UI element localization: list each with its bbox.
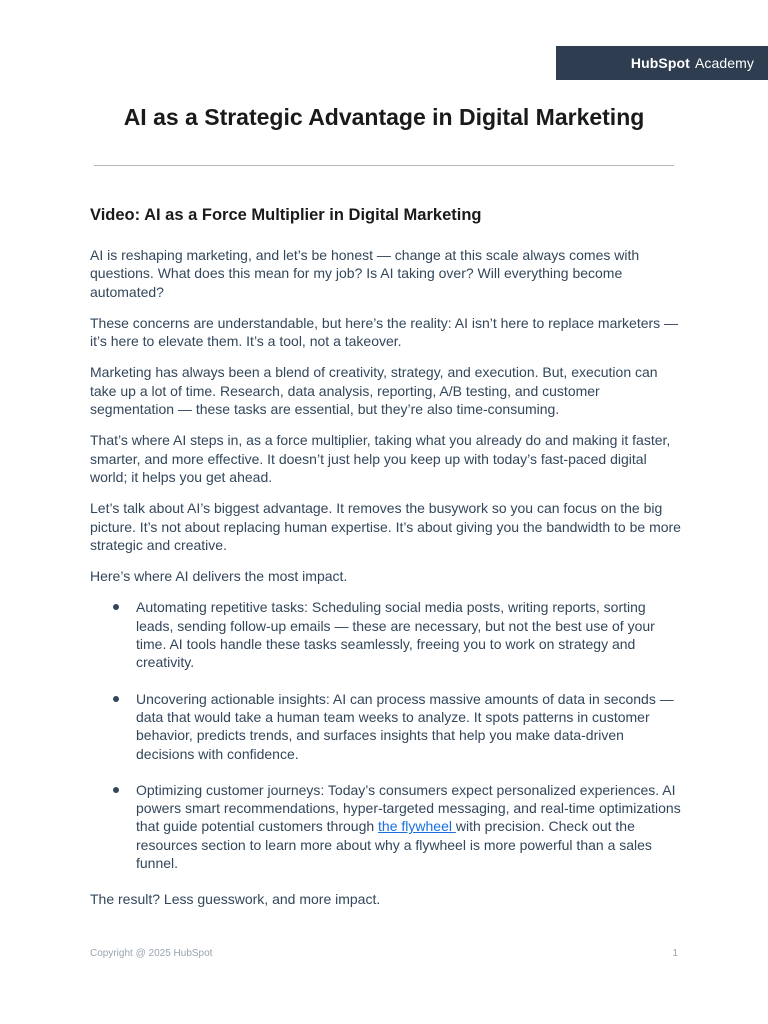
- hubspot-logo: HubSpot: [630, 55, 690, 71]
- title-divider: [94, 165, 674, 166]
- bullet-list: [90, 598, 682, 872]
- document-body: [90, 204, 682, 922]
- paragraph: These concerns are understandable, but here’s the reality: AI isn’t here to replace marketers — it’s here to elevate them. It’s a tool, not a takeover.: [90, 314, 679, 350]
- paragraph: That’s where AI steps in, as a force multiplier, taking what you already do and making it faster, smarter, and more effective. It doesn’t just help you keep up with today’s fast-paced digital world; it helps you get ahead.: [90, 432, 671, 485]
- list-item-text: Automating repetitive tasks: Scheduling social media posts, writing reports, sorting leads, sending follow-up emails — these are necessary, but not the best use of your time. AI tools handle these tasks seamlessly, freeing you to work on strategy and creativity.: [136, 599, 655, 671]
- closing-paragraph: The result? Less guesswork, and more impact.: [90, 891, 381, 908]
- paragraph: AI is reshaping marketing, and let’s be honest — change at this scale always comes with questions. What does this mean for my job? Is AI taking over? Will everything become automated?: [90, 247, 640, 300]
- bullet-icon: [113, 787, 119, 793]
- list-item: [90, 781, 682, 872]
- document-title: AI as a Strategic Advantage in Digital Marketing: [123, 104, 645, 130]
- bullet-icon: [113, 604, 119, 610]
- list-item: [90, 598, 682, 671]
- bullet-icon: [113, 696, 119, 702]
- page-number: 1: [672, 948, 678, 959]
- list-item-text: Uncovering actionable insights: AI can process massive amounts of data in seconds — data that would take a human team weeks to analyze. It spots patterns in customer behavior, predicts trends, and surfaces insights that help you make data-driven decisions with confidence.: [136, 690, 674, 762]
- section-heading: Video: AI as a Force Multiplier in Digital Marketing: [90, 206, 482, 224]
- paragraph: Marketing has always been a blend of creativity, strategy, and execution. But, execution can take up a lot of time. Research, data analysis, reporting, A/B testing, and customer segmentation — these tasks are essential, but they’re also time-consuming.: [90, 364, 658, 418]
- brand-tab: [556, 46, 768, 80]
- paragraph: Let’s talk about AI’s biggest advantage. It removes the busywork so you can focus on the big picture. It’s not about replacing human expertise. It’s about giving you the bandwidth to be more strategic and creative.: [90, 500, 681, 553]
- list-item: [90, 690, 682, 763]
- list-item-text-after: with precision. Check out the resources section to learn more about why a flywheel is more powerful than a sales funnel.: [136, 818, 652, 872]
- footer-copyright: Copyright @ 2025 HubSpot: [90, 948, 213, 959]
- brand-suffix: Academy: [694, 55, 754, 71]
- paragraph: Here’s where AI delivers the most impact.: [90, 568, 348, 585]
- flywheel-link[interactable]: the flywheel: [378, 818, 456, 835]
- list-item-text-before: Optimizing customer journeys: Today’s consumers expect personalized experiences. AI powers smart recommendations, hyper-targeted messaging, and real-time optimizations that guide potential customers through: [136, 781, 681, 835]
